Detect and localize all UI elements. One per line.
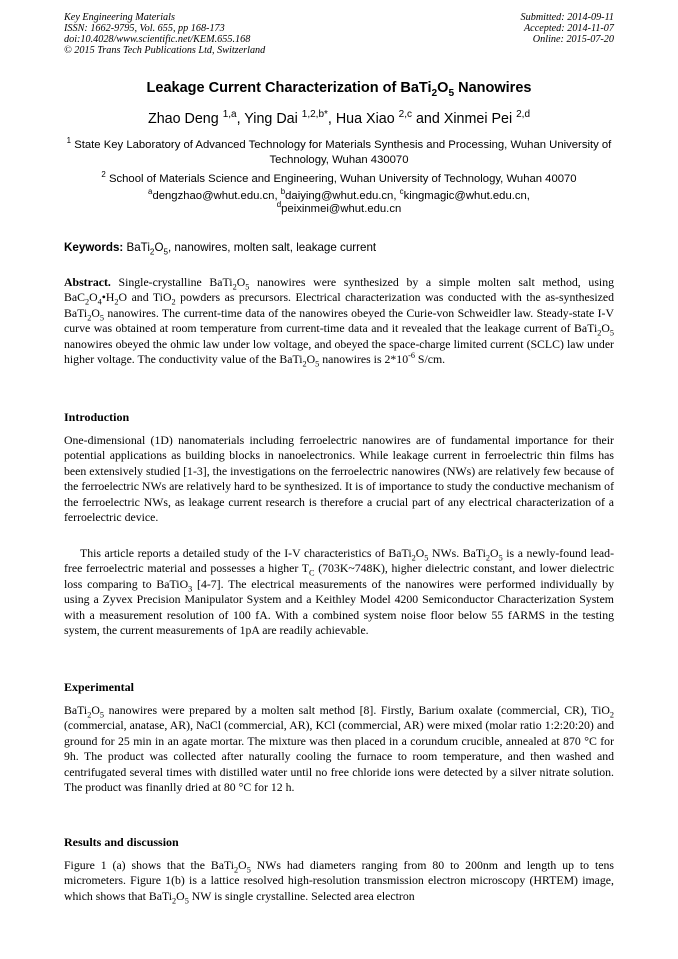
keywords-label: Keywords:	[64, 241, 127, 254]
email-link: kingmagic@whut.edu.cn,	[403, 190, 530, 202]
author-name: Ying Dai	[244, 111, 302, 127]
intro-paragraph-1: One-dimensional (1D) nanomaterials including ferroelectric nanowires are of fundamental importance for their potential applications as building blocks in nanoelectronics. While leakage current in ferroelectric thin films has been extensively studied [1-3], the investigations on the ferroelectric nanowires (NWs) are relatively few because of the ferroelectric NWs are relatively hard to be synthesized. It is of importance to study the conductive mechanism of the ferroelectric NWs, as leakage current research is therefore a crucial part of any electrical characterization of a ferroelectric device.	[64, 433, 614, 525]
abstract-label: Abstract.	[64, 275, 111, 289]
doi: doi:10.4028/www.scientific.net/KEM.655.168	[64, 34, 251, 45]
affiliation-1: $^1$ State Key Laboratory of Advanced Technology for Materials Synthesis and Processing, Wuhan University of Technology, Wuhan 430070	[66, 136, 612, 166]
journal-info	[64, 12, 265, 56]
experimental-paragraph: $BaTi_2O_5$ nanowires were prepared by a molten salt method [8]. Firstly, Barium oxalate (commercial, CR), TiO$_2$ (commercial, anatase, AR), NaCl (commercial, AR), KCl (commercial, AR) were mixed (molar ratio 1:2:20:20) and ground for 25 min in an agate mortar. The mixture was then placed in a corundum crucible, annealed at 870 °C for 9h. The product was collected after naturally cooling the furnace to room temperature, and then washed and centrifugated several times with distilled water until no free chloride ions were detected by a silver nitrate solution. The product was finanlly dried at 80 °C for 12 h.	[64, 703, 614, 795]
email-link: peixinmei@whut.edu.cn	[281, 203, 402, 215]
section-heading-experimental: Experimental	[64, 680, 134, 694]
issn: ISSN: 1662-9795, Vol. 655, pp 168-173	[64, 23, 225, 34]
section-heading-introduction: Introduction	[64, 410, 130, 424]
author-emails: $^a$dengzhao@whut.edu.cn, $^b$daiying@whut.edu.cn, $^c$kingmagic@whut.edu.cn, $^d$peixinmei@whut.edu.cn	[148, 187, 530, 215]
keywords: Keywords: $BaTi_2O_5$, nanowires, molten salt, leakage current	[64, 241, 377, 257]
results-paragraph: Figure 1 (a) shows that the $BaTi_2O_5$ NWs had diameters ranging from 80 to 200nm and length up to tens micrometers. Figure 1(b) is a lattice resolved high-resolution transmission electron microscopy (HRTEM) image, which shows that $BaTi_2O_5$ NW is single crystalline. Selected area electron	[64, 858, 614, 906]
copyright: © 2015 Trans Tech Publications Ltd, Switzerland	[64, 45, 266, 56]
dates-info	[521, 12, 614, 45]
abstract: Abstract. Single-crystalline $BaTi_2O_5$ nanowires were synthesized by a simple molten salt method, using $BaC_2O_4•H_2O$ and TiO$_2$ powders as precursors. Electrical characterization was conducted with the as-synthesized $BaTi_2O_5$ nanowires. The current-time data of the nanowires obeyed the Curie-von Schweidler law. Steady-state I-V curve was obtained at room temperature from current-time data and it revealed that the leakage current of $BaTi_2O_5$ nanowires obeyed the ohmic law under low voltage, and obeyed the space-charge limited current (SCLC) law under higher voltage. The conductivity value of the $BaTi_2O_5$ nanowires is $2*10^{-6}$ S/cm.	[64, 275, 614, 369]
paper-title: Leakage Current Characterization of $BaTi_2O_5$ Nanowires	[146, 80, 532, 99]
affiliation-2: $^2$ School of Materials Science and Engineering, Wuhan University of Technology, Wuhan 40070	[101, 170, 577, 185]
author-name: Hua Xiao	[335, 111, 399, 127]
journal-name: Key Engineering Materials	[64, 12, 175, 23]
email-link: daiying@whut.edu.cn,	[285, 190, 400, 202]
intro-paragraph-2: This article reports a detailed study of the I-V characteristics of $BaTi_2O_5$ NWs. $BaTi_2O_5$ is a newly-found lead-free ferroelectric material and possesses a higher $T_C$ (703K~748K), higher dielectric constant, and lower dielectric loss comparing to BaTiO$_3$ [4-7]. The electrical measurements of the nanowires were performed individually by using a Zyvex Precision Manipulator System and a Keithley Model 4200 Semiconductor Characterization System with a measurement resolution of 100 fA. With a combined system noise floor below 55 fARMS in the testing system, the current measurements of 1pA are readily achievable.	[64, 546, 614, 638]
section-heading-results: Results and discussion	[64, 835, 179, 849]
submitted-date: Submitted: 2014-09-11	[520, 12, 614, 23]
online-date: Online: 2015-07-20	[532, 34, 614, 45]
author-name: Xinmei Pei	[443, 111, 517, 127]
email-link: dengzhao@whut.edu.cn,	[152, 190, 281, 202]
accepted-date: Accepted: 2014-11-07	[523, 23, 614, 34]
author-list: Zhao Deng $^{1,a}$, Ying Dai $^{1,2,b*}$, Hua Xiao $^{2,c}$ and Xinmei Pei $^{2,d}$	[147, 109, 531, 127]
author-name: Zhao Deng	[147, 111, 223, 127]
